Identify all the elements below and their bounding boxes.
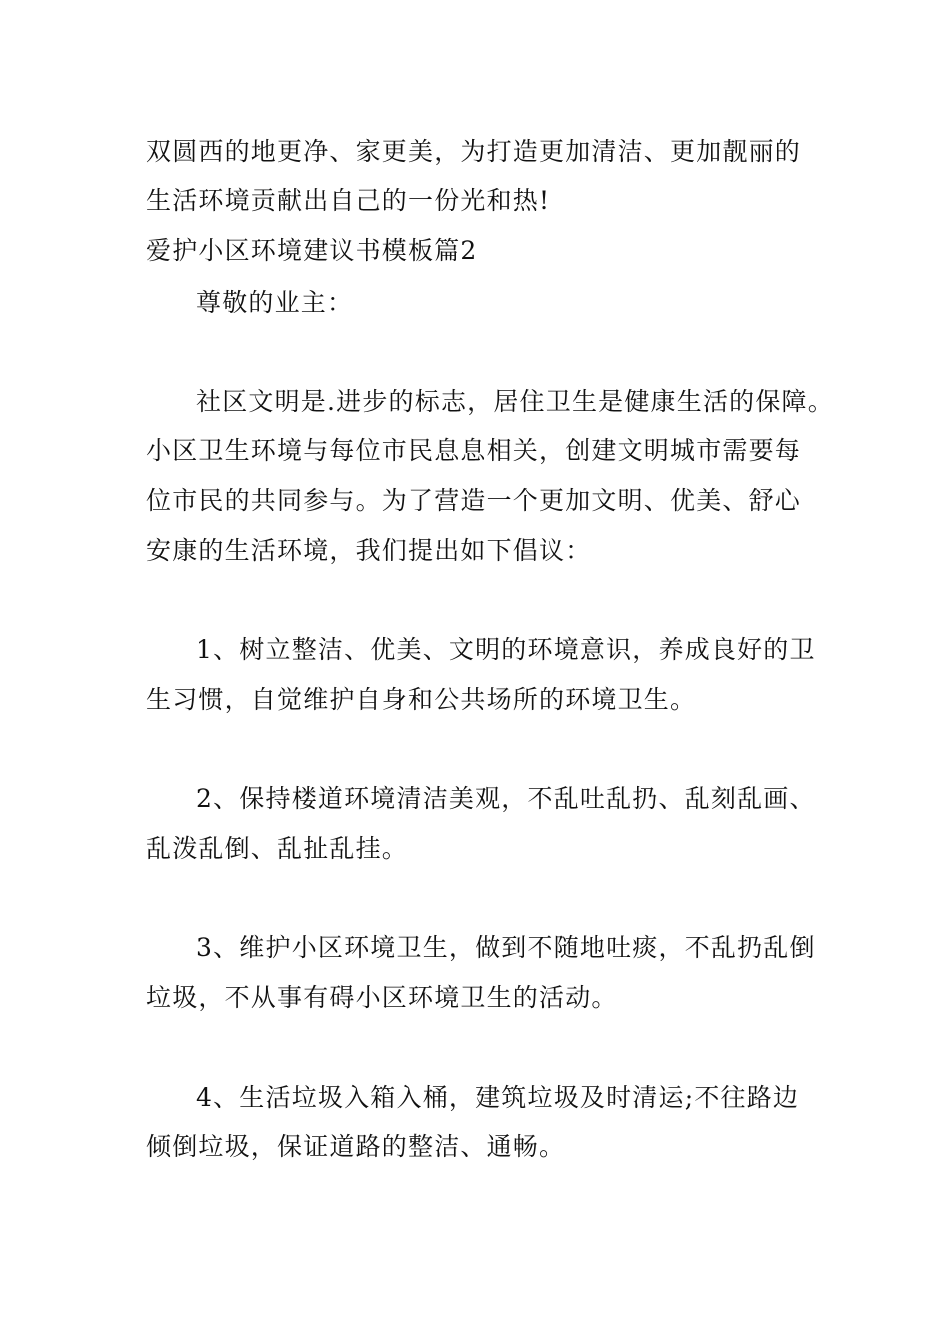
paragraph-line: 位市民的共同参与。为了营造一个更加文明、优美、舒心 xyxy=(146,486,802,515)
list-item-line: 2、保持楼道环境清洁美观，不乱吐乱扔、乱刻乱画、 xyxy=(196,784,816,813)
paragraph-line: 双圆西的地更净、家更美，为打造更加清洁、更加靓丽的 xyxy=(146,137,802,166)
list-item-line: 4、生活垃圾入箱入桶，建筑垃圾及时清运;不往路边 xyxy=(196,1083,800,1112)
list-item-line: 乱泼乱倒、乱扯乱挂。 xyxy=(146,834,409,863)
paragraph-line: 小区卫生环境与每位市民息息相关，创建文明城市需要每 xyxy=(146,436,802,465)
section-heading: 爱护小区环境建议书模板篇2 xyxy=(146,236,478,265)
paragraph-line: 社区文明是.进步的标志，居住卫生是健康生活的保障。 xyxy=(196,387,834,416)
list-item-line: 倾倒垃圾，保证道路的整洁、通畅。 xyxy=(146,1132,566,1161)
list-item-line: 垃圾，不从事有碍小区环境卫生的活动。 xyxy=(146,983,618,1012)
paragraph-line: 安康的生活环境，我们提出如下倡议： xyxy=(146,536,592,565)
list-item-line: 生习惯，自觉维护自身和公共场所的环境卫生。 xyxy=(146,685,697,714)
paragraph-line: 生活环境贡献出自己的一份光和热! xyxy=(146,186,551,215)
list-item-line: 1、树立整洁、优美、文明的环境意识，养成良好的卫 xyxy=(196,635,816,664)
list-item-line: 3、维护小区环境卫生，做到不随地吐痰，不乱扔乱倒 xyxy=(196,933,816,962)
salutation: 尊敬的业主： xyxy=(196,288,354,317)
